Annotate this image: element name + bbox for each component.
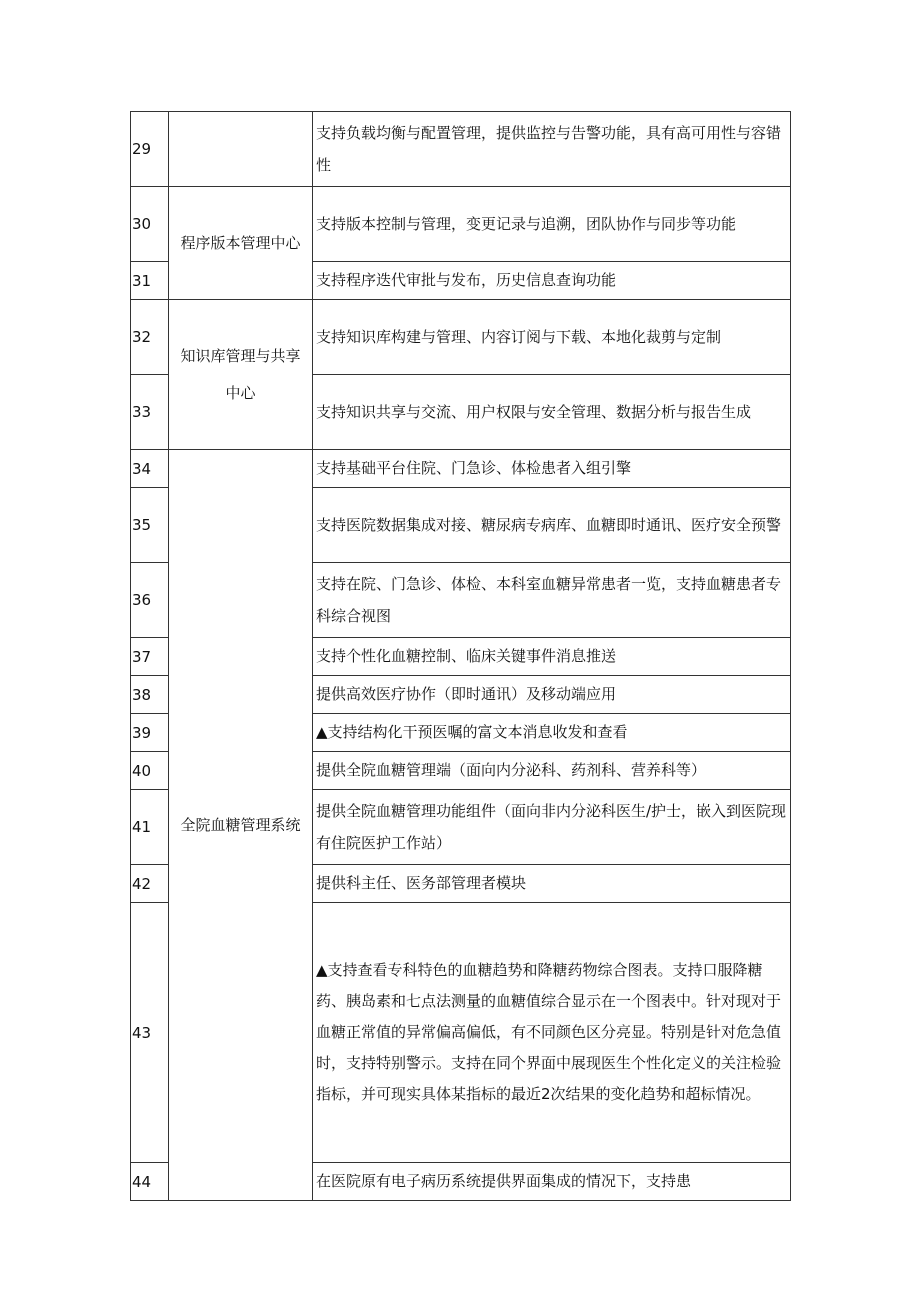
table-row bbox=[131, 112, 791, 187]
row-description: 支持版本控制与管理，变更记录与追溯，团队协作与同步等功能 bbox=[313, 187, 791, 262]
module-cell-empty bbox=[169, 112, 313, 187]
row-number: 39 bbox=[131, 714, 169, 752]
row-description: 支持在院、门急诊、体检、本科室血糖异常患者一览，支持血糖患者专科综合视图 bbox=[313, 563, 791, 638]
row-description: 提供高效医疗协作（即时通讯）及移动端应用 bbox=[313, 676, 791, 714]
row-description: 在医院原有电子病历系统提供界面集成的情况下，支持患 bbox=[313, 1163, 791, 1201]
row-number: 32 bbox=[131, 300, 169, 375]
module-knowledge-line2: 中心 bbox=[225, 383, 256, 402]
row-number: 33 bbox=[131, 375, 169, 450]
row-description: 支持知识库构建与管理、内容订阅与下载、本地化裁剪与定制 bbox=[313, 300, 791, 375]
row-description: ▲支持查看专科特色的血糖趋势和降糖药物综合图表。支持口服降糖药、胰岛素和七点法测量的血糖值综合显示在一个图表中。针对现对于血糖正常值的异常偏高偏低，有不同颜色区分亮显。特别是针对危急值时，支持特别警示。支持在同个界面中展现医生个性化定义的关注检验指标，并可现实具体某指标的最近2次结果的变化趋势和超标情况。 bbox=[313, 903, 791, 1163]
row-number: 41 bbox=[131, 790, 169, 865]
row-number: 36 bbox=[131, 563, 169, 638]
row-description: 支持负载均衡与配置管理，提供监控与告警功能，具有高可用性与容错性 bbox=[313, 112, 791, 187]
row-description: 支持医院数据集成对接、糖尿病专病库、血糖即时通讯、医疗安全预警 bbox=[313, 488, 791, 563]
row-description: ▲支持结构化干预医嘱的富文本消息收发和查看 bbox=[313, 714, 791, 752]
row-number: 37 bbox=[131, 638, 169, 676]
row-number: 31 bbox=[131, 262, 169, 300]
row-description: 提供科主任、医务部管理者模块 bbox=[313, 865, 791, 903]
row-number: 40 bbox=[131, 752, 169, 790]
row-number: 43 bbox=[131, 903, 169, 1163]
row-description: 支持基础平台住院、门急诊、体检患者入组引擎 bbox=[313, 450, 791, 488]
spec-table bbox=[130, 111, 791, 1201]
row-number: 30 bbox=[131, 187, 169, 262]
module-knowledge-line1: 知识库管理与共享 bbox=[180, 346, 301, 365]
row-description: 提供全院血糖管理功能组件（面向非内分泌科医生/护士，嵌入到医院现有住院医护工作站） bbox=[313, 790, 791, 865]
row-description: 支持个性化血糖控制、临床关键事件消息推送 bbox=[313, 638, 791, 676]
row-number: 42 bbox=[131, 865, 169, 903]
table-row bbox=[131, 187, 791, 262]
row-description: 支持程序迭代审批与发布，历史信息查询功能 bbox=[313, 262, 791, 300]
table-row bbox=[131, 300, 791, 375]
row-number: 29 bbox=[131, 112, 169, 187]
row-description: 支持知识共享与交流、用户权限与安全管理、数据分析与报告生成 bbox=[313, 375, 791, 450]
row-description: 提供全院血糖管理端（面向内分泌科、药剂科、营养科等） bbox=[313, 752, 791, 790]
row-number: 44 bbox=[131, 1163, 169, 1201]
row-number: 38 bbox=[131, 676, 169, 714]
table-row bbox=[131, 450, 791, 488]
module-glucose-system: 全院血糖管理系统 bbox=[169, 450, 313, 1201]
module-knowledge-center bbox=[169, 300, 313, 450]
module-version-center: 程序版本管理中心 bbox=[169, 187, 313, 300]
row-number: 35 bbox=[131, 488, 169, 563]
row-number: 34 bbox=[131, 450, 169, 488]
